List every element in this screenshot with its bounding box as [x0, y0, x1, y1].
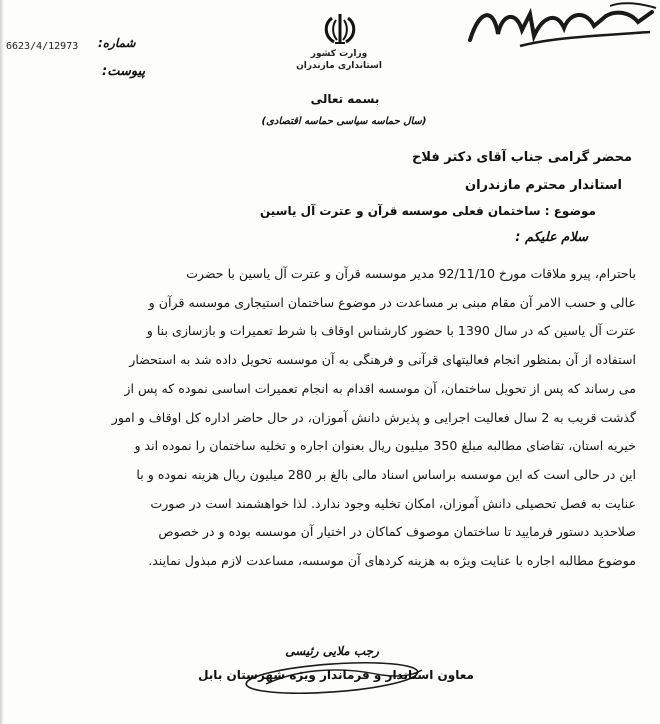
body-line: موضوع مطالبه اجاره با عنایت ویژه به هزینه کردهای آن موسسه، مساعدت لازم مبذول نمایند.: [148, 553, 636, 569]
body-line: باحترام، پیرو ملاقات مورخ 92/11/10 مدیر موسسه قرآن و عترت آل یاسین با حضرت: [186, 266, 636, 281]
ministry-name: وزارت کشور: [310, 49, 368, 59]
letter-body: [30, 260, 636, 576]
body-line: می رساند که پس از تحویل ساختمان، آن موسسه اقدام به انجام تعمیرات اساسی نموده که پس از: [124, 380, 636, 396]
governorate-name: استانداری مازندران: [296, 61, 382, 71]
ministry-heading: [266, 48, 412, 72]
year-motto: (سال حماسه سیاسی حماسه اقتصادی): [261, 116, 427, 127]
body-line: صلاحدید دستور فرمایید تا ساختمان موصوف کماکان در اختیار آن موسسه بوده و در خصوص: [158, 524, 636, 540]
salutation: سلام علیکم :: [515, 230, 588, 245]
body-line: عنایت به فصل تحصیلی دانش آموزان، امکان تخلیه وجود ندارد. لذا خواهشمند است در صورت: [150, 495, 636, 511]
iran-emblem-icon: [318, 12, 362, 48]
signer-name: رجب ملایی رئیسی: [285, 644, 379, 658]
recipient-line-1: محضر گرامی جناب آقای دکتر فلاح: [411, 150, 632, 165]
body-line: عترت آل یاسین که در سال 1390 با حضور کارشناس اوقاف با شرط تعمیرات و بازسازی بنا و: [146, 323, 636, 339]
recipient-line-2: استاندار محترم مازندران: [465, 178, 622, 193]
body-line: خیریه استان، تقاضای مطالبه مبلغ 350 میلیون ریال بعنوان اجاره و تخلیه ساختمان را نموده اند و: [134, 438, 636, 454]
body-line: استفاده از آن بمنظور انجام فعالیتهای قرآنی و فرهنگی به آن موسسه تحویل داده شد به استحضار: [129, 352, 636, 368]
subject-line: موضوع : ساختمان فعلی موسسه قرآن و عترت آل یاسین: [259, 204, 596, 218]
body-line: گذشت قریب به 2 سال فعالیت اجرایی و پذیرش دانش آموزان، در حال حاضر اداره کل اوقاف و امور: [111, 409, 636, 425]
number-label: شماره:: [98, 36, 136, 50]
attachment-label: پیوست:: [102, 64, 146, 79]
handwritten-annotation: [460, 0, 660, 52]
bismillah-heading: بسمه تعالی: [310, 92, 380, 106]
body-line: این در حالی است که این موسسه براساس اسناد مالی بالغ بر 280 میلیون ریال هزینه نموده و با: [136, 466, 636, 482]
body-line: عالی و حسب الامر آن مقام مبنی بر مساعدت در موضوع ساختمان استیجاری موسسه قرآن و: [148, 294, 636, 310]
scan-edge: [0, 0, 4, 724]
document-number: 6623/4/12973: [6, 41, 79, 52]
signer-title: معاون استاندار و فرماندار ویژه شهرستان بابل: [198, 668, 474, 682]
